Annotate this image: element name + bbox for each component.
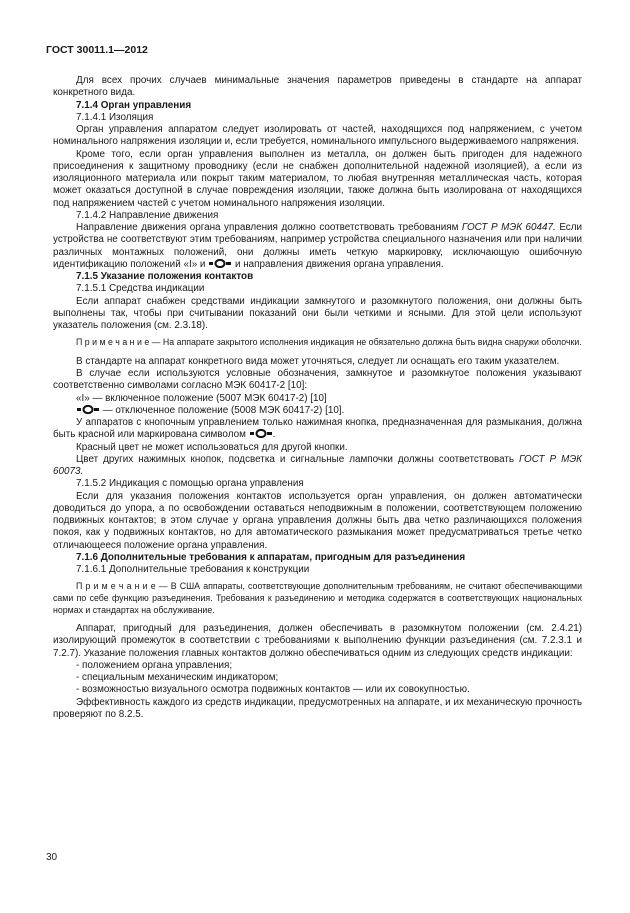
list-item: - возможностью визуального осмотра подвижных контактов — или их совокупностью. [76,684,470,696]
off-position-symbol-icon [250,429,272,438]
paragraph [53,454,582,479]
text-run: и направления движения органа управления. [232,258,444,270]
paragraph: Орган управления аппаратом следует изолировать от частей, находящихся под напряжением, с учетом номинального напряжения изоляции и, если требуется, номинального импульсного выдерживаемого напряжения. [53,124,582,148]
text-run: У аппаратов с кнопочным управлением только нажимная кнопка, предназначенная для размыкания, должна быть красной или маркирована символом [53,417,582,441]
note [53,581,582,616]
note [53,337,582,349]
standard-reference: ГОСТ Р МЭК 60447. [461,222,556,233]
paragraph: В случае если используются условные обозначения, замкнутое и разомкнутое положения указывают соответственно символами согласно МЭК 60417-2 [10]: [53,368,582,392]
subsection-heading: 7.1.5.1 Средства индикации [76,283,205,295]
list-item: «I» — включенное положение (5007 МЭК 60417-2) [10] [76,392,327,404]
subsection-heading: 7.1.4.2 Направление движения [76,209,219,221]
note-label: П р и м е ч а н и е [76,337,150,348]
list-item: - специальным механическим индикатором; [76,672,279,684]
paragraph: Кроме того, если орган управления выполнен из металла, он должен быть пригоден для надежного присоединения к защитному проводнику (если не снабжен дополнительной надежной изоляцией), а если из изоляционного материала или покрыт таким материалом, то любая внутренняя металлическая часть, которая может оказаться доступной в случае повреждения изоляции, также должна быть изолирована от находящихся под напряжением частей с учетом номинального напряжения изоляции. [53,148,582,209]
paragraph: Для всех прочих случаев минимальные значения параметров приведены в стандарте на аппарат конкретного вида. [53,75,582,99]
paragraph: В стандарте на аппарат конкретного вида может уточняться, следует ли оснащать его таким указателем. [76,355,560,367]
paragraph: Если аппарат снабжен средствами индикации замкнутого и разомкнутого положения, они должны быть выполнены так, чтобы при считывании показаний они были четкими и ясными. Для этой цели используют указатель положения (см. 2.3.18). [53,295,582,331]
paragraph: Красный цвет не может использоваться для другой кнопки. [76,441,348,453]
off-position-symbol-icon [77,405,99,414]
paragraph [53,222,582,271]
note-label: П р и м е ч а н и е [76,581,156,592]
list-item: - положением органа управления; [76,659,233,671]
document-body [53,75,582,721]
standard-reference: ГОСТ Р МЭК 60073. [53,453,582,478]
section-heading: 7.1.5 Указание положения контактов [76,271,254,282]
section-heading: 7.1.4 Орган управления [76,99,192,111]
text-run: Направление движения органа управления должно соответствовать требованиям [76,222,462,233]
subsection-heading: 7.1.6.1 Дополнительные требования к конструкции [76,564,310,576]
paragraph: Эффективность каждого из средств индикации, предусмотренных на аппарате, и их механическую прочность проверяют по 8.2.5. [53,696,582,720]
paragraph [53,417,582,442]
text-run: Цвет других нажимных кнопок, подсветка и сигнальные лампочки должны соответствовать [76,453,519,465]
note-text: — В США аппараты, соответствующие дополнительным требованиям, не считают обеспечивающими сами по себе функцию разъединения. Требования к разъединению и методика содержатся в соответствующих национальных нормах и стандартах на обслуживание. [53,581,582,615]
text-run: — отключенное положение (5008 МЭК 60417-2) [10]. [100,404,345,416]
list-item [53,405,582,417]
paragraph: Если для указания положения контактов используется орган управления, он должен автоматически доводиться до упора, а по освобождении оставаться неподвижным в положении, соответствующем положению подвижных контактов; в этом случае у органа управления должны быть два четко различающихся положения покоя, как у подвижных контактов, но для автоматического размыкания может предусматриваться третье четко отличающееся положение органа управления. [53,490,582,551]
subsection-heading: 7.1.5.2 Индикация с помощью органа управления [76,478,304,490]
text-run: . [272,429,276,441]
off-position-symbol-icon [209,259,231,268]
subsection-heading: 7.1.4.1 Изоляция [76,111,154,123]
section-heading: 7.1.6 Дополнительные требования к аппаратам, пригодным для разъединения [76,551,466,563]
paragraph: Аппарат, пригодный для разъединения, должен обеспечивать в разомкнутом положении (см. 2.4.21) изолирующий промежуток в соответствии с требованиями к выполнению функции разъединения (см. 7.2.3.1 и 7.2.7). Указание положения главных контактов должно обеспечиваться одним из следующих средств индикации: [53,623,582,659]
page-number: 30 [46,852,58,863]
document-header: ГОСТ 30011.1—2012 [46,44,148,56]
text-run: Если устройства не соответствуют этим требованиям, например устройства специального назначения или при наличии различных монтажных положений, они должны иметь четкую маркировку, исключающую ошибочную идентификацию положений «I» и [53,222,583,270]
note-text: — На аппарате закрытого исполнения индикация не обязательно должна быть видна снаружи оболочки. [149,337,582,348]
